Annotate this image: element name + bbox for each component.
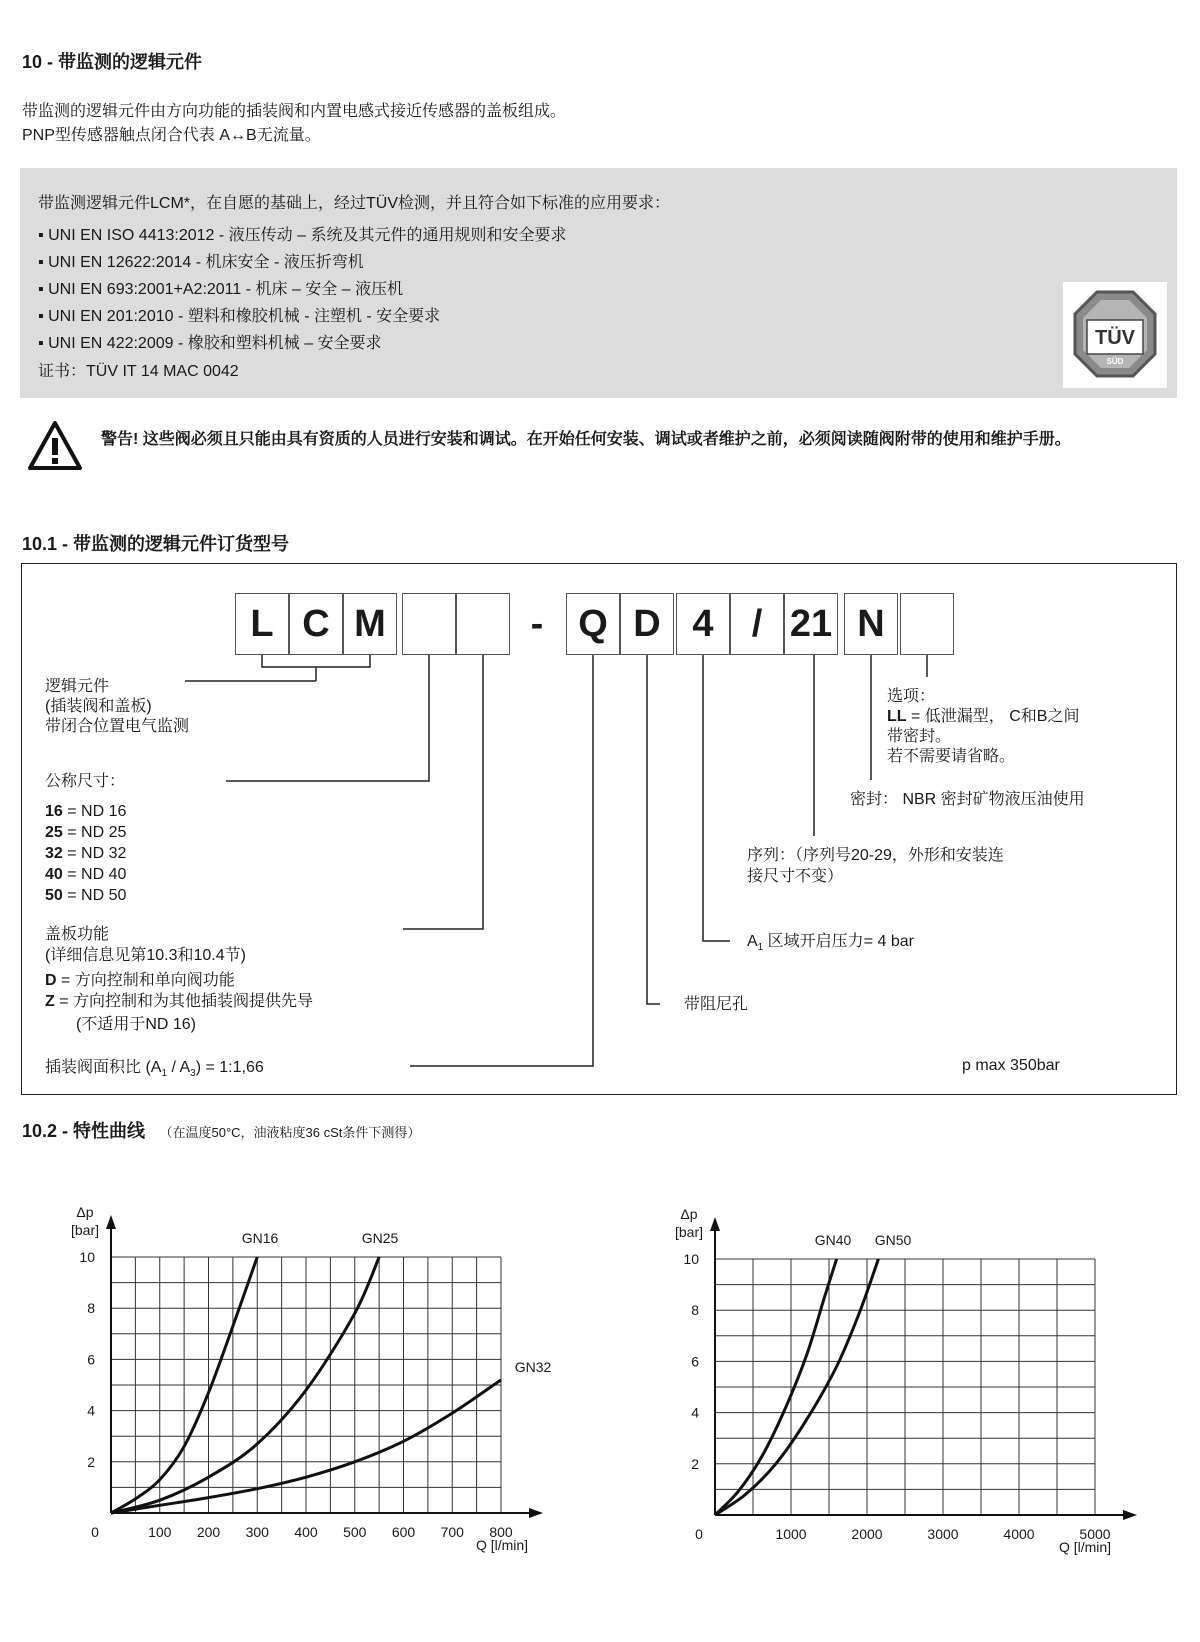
x-tick-label: 400 (294, 1524, 318, 1540)
series-label-gn16: GN16 (241, 1230, 279, 1246)
nominal-size-item: 40 = ND 40 (45, 866, 127, 883)
standard-item: ▪ UNI EN 693:2001+A2:2011 - 机床 – 安全 – 液压机 (38, 281, 404, 298)
standard-item: ▪ UNI EN 12622:2014 - 机床安全 - 液压折弯机 (38, 254, 364, 271)
code-cell-cover (456, 593, 510, 655)
x-tick-label: 1000 (775, 1526, 807, 1542)
cover-function-note: (详细信息见第10.3和10.4节) (45, 947, 246, 964)
x-tick-label: 800 (489, 1524, 513, 1540)
section-title: 10 - 带监测的逻辑元件 (22, 52, 203, 72)
certification-box (20, 168, 1177, 398)
logic-element-desc: 带闭合位置电气监测 (45, 718, 190, 735)
code-cell-4: 4 (676, 593, 730, 655)
x-tick-label: 500 (343, 1524, 367, 1540)
y-tick-label: 10 (683, 1251, 699, 1267)
seal-label: 密封： NBR 密封矿物液压油使用 (850, 791, 1085, 808)
standard-item: ▪ UNI EN ISO 4413:2012 - 液压传动 – 系统及其元件的通用规则和安全要求 (38, 227, 567, 244)
code-cell-option (900, 593, 954, 655)
cover-function-title: 盖板功能 (45, 926, 110, 943)
nominal-size-item: 50 = ND 50 (45, 887, 127, 904)
certificate-number: 证书：TÜV IT 14 MAC 0042 (38, 363, 239, 380)
x-tick-label: 0 (91, 1524, 99, 1540)
y-axis-unit: [bar] (674, 1224, 704, 1240)
x-tick-label: 3000 (927, 1526, 959, 1542)
code-cell-n: N (844, 593, 898, 655)
y-axis-label: Δp (680, 1206, 698, 1222)
intro-line-2: PNP型传感器触点闭合代表 A↔B无流量。 (22, 127, 321, 144)
y-tick-label: 10 (79, 1249, 95, 1265)
nominal-size-item: 25 = ND 25 (45, 824, 127, 841)
y-axis-arrow (710, 1217, 720, 1231)
y-axis-label: Δp (76, 1204, 94, 1220)
curves-heading (22, 1117, 420, 1143)
options-ll: LL = 低泄漏型， C和B之间 (887, 708, 1080, 725)
x-tick-label: 4000 (1003, 1526, 1035, 1542)
pressure-drop-chart-small (55, 1195, 575, 1575)
y-axis-unit: [bar] (70, 1222, 100, 1238)
series-label-gn25: GN25 (361, 1230, 399, 1246)
x-axis-arrow (529, 1508, 543, 1518)
code-dash: - (530, 602, 544, 645)
code-cell-slash: / (730, 593, 784, 655)
x-tick-label: 200 (196, 1524, 221, 1540)
x-tick-label: 700 (440, 1524, 464, 1540)
order-title: 10.1 - 带监测的逻辑元件订货型号 (22, 534, 290, 554)
logic-element-note: (插装阀和盖板) (45, 698, 152, 715)
max-pressure: p max 350bar (962, 1057, 1060, 1074)
warning-icon (27, 420, 83, 477)
y-tick-label: 2 (87, 1453, 95, 1470)
y-tick-label: 8 (691, 1302, 699, 1319)
y-tick-label: 6 (691, 1353, 699, 1370)
warning-text: 警告! 这些阀必须且只能由具有资质的人员进行安装和调试。在开始任何安装、调试或者维护之前，必须阅读随阀附带的使用和维护手册。 (101, 431, 1071, 448)
series-label: 序列：（序列号20-29，外形和安装连 (747, 847, 1004, 864)
options-omit-note: 若不需要请省略。 (887, 748, 1016, 765)
series-note: 接尺寸不变） (747, 868, 844, 885)
code-cell-series: 21 (784, 593, 838, 655)
x-tick-label: 5000 (1079, 1526, 1111, 1542)
x-tick-label: 0 (695, 1526, 703, 1542)
code-cell-c: C (289, 593, 343, 655)
code-cell-d: D (620, 593, 674, 655)
svg-text:TÜV: TÜV (1095, 327, 1135, 349)
options-title: 选项： (887, 688, 936, 705)
tuv-logo (1063, 282, 1167, 388)
series-label-gn40: GN40 (814, 1232, 852, 1248)
area-ratio: 插装阀面积比 $(A_1 / A_3)$ = 1:1,66 (45, 1059, 264, 1080)
x-axis-arrow (1123, 1510, 1137, 1520)
x-tick-label: 600 (391, 1524, 416, 1540)
x-tick-label: 2000 (851, 1526, 883, 1542)
opening-pressure: $A_1$ 区域开启压力= 4 bar (747, 933, 914, 954)
code-cell-l: L (235, 593, 289, 655)
standard-item: ▪ UNI EN 422:2009 - 橡胶和塑料机械 – 安全要求 (38, 335, 382, 352)
nominal-size-title: 公称尺寸： (45, 773, 126, 790)
y-tick-label: 2 (691, 1455, 699, 1472)
x-axis-label: Q [l/min] (475, 1537, 529, 1553)
curves-title: 10.2 - 特性曲线 (22, 1121, 146, 1141)
cover-function-z: Z = 方向控制和为其他插装阀提供先导 (45, 993, 314, 1010)
x-axis-label: Q [l/min] (1058, 1539, 1112, 1555)
orifice-label: 带阻尼孔 (684, 996, 749, 1013)
x-tick-label: 300 (245, 1524, 269, 1540)
curves-subtitle: （在温度50°C，油液粘度36 cSt条件下测得） (159, 1125, 421, 1140)
series-label-gn50: GN50 (874, 1232, 912, 1248)
cover-function-z-note: (不适用于ND 16) (76, 1016, 197, 1033)
options-ll-note: 带密封。 (887, 728, 952, 745)
certification-heading: 带监测逻辑元件LCM*，在自愿的基础上，经过TÜV检测，并且符合如下标准的应用要求： (38, 195, 671, 212)
cover-function-d: D = 方向控制和单向阀功能 (45, 972, 235, 989)
nominal-size-item: 32 = ND 32 (45, 845, 127, 862)
standard-item: ▪ UNI EN 201:2010 - 塑料和橡胶机械 - 注塑机 - 安全要求 (38, 308, 441, 325)
code-cell-q: Q (566, 593, 620, 655)
series-label-gn32: GN32 (514, 1359, 552, 1375)
y-tick-label: 6 (87, 1351, 95, 1368)
y-axis-arrow (106, 1215, 116, 1229)
x-tick-label: 100 (148, 1524, 172, 1540)
code-cell-m: M (343, 593, 397, 655)
code-cell-size (402, 593, 456, 655)
svg-text:SÜD: SÜD (1106, 357, 1124, 366)
y-tick-label: 8 (87, 1300, 95, 1317)
intro-line-1: 带监测的逻辑元件由方向功能的插装阀和内置电感式接近传感器的盖板组成。 (22, 103, 567, 120)
y-tick-label: 4 (87, 1402, 95, 1419)
nominal-size-item: 16 = ND 16 (45, 803, 127, 820)
pressure-drop-chart-large (655, 1195, 1175, 1575)
y-tick-label: 4 (691, 1404, 699, 1421)
logic-element-label: 逻辑元件 (45, 678, 110, 695)
